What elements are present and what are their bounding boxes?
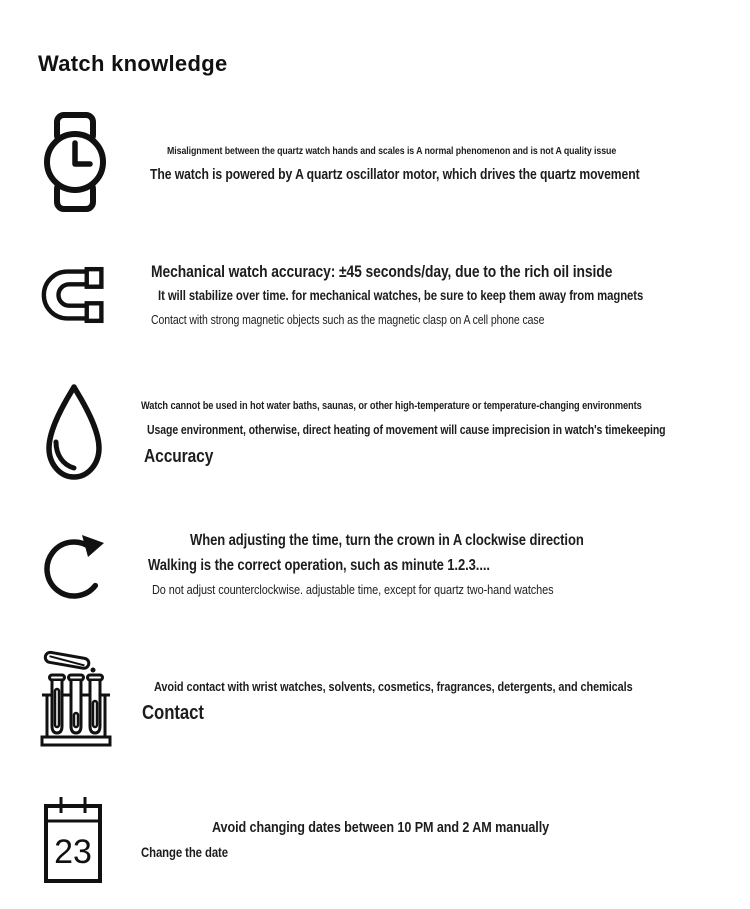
section-subheading: It will stabilize over time. for mechanical watches, be sure to keep them away from magnets	[158, 288, 644, 303]
section-heading: Accuracy	[144, 445, 214, 466]
section-heading: Avoid changing dates between 10 PM and 2 AM manually	[212, 819, 550, 836]
magnet-icon	[38, 266, 116, 324]
test-tubes-icon	[40, 645, 112, 747]
watch-icon	[42, 112, 108, 212]
calendar-icon	[42, 793, 104, 885]
section-subheading: Change the date	[141, 845, 228, 860]
section-temperature	[130, 400, 750, 467]
section-heading: When adjusting the time, turn the crown in A clockwise direction	[190, 532, 584, 549]
section-heading: The watch is powered by A quartz oscillator motor, which drives the quartz movement	[150, 167, 640, 183]
section-note: Contact with strong magnetic objects such as the magnetic clasp on A cell phone case	[151, 313, 545, 327]
calendar-day: 23	[54, 833, 92, 871]
section-heading: Mechanical watch accuracy: ±45 seconds/day, due to the rich oil inside	[151, 263, 613, 281]
section-date-change	[130, 819, 750, 861]
rotate-clockwise-icon	[44, 527, 110, 605]
section-note: Watch cannot be used in hot water baths, saunas, or other high-temperature or temperature-changing environments	[141, 400, 642, 412]
section-note: Misalignment between the quartz watch hands and scales is A normal phenomenon and is not A quality issue	[167, 145, 617, 157]
section-heading: Contact	[142, 702, 204, 724]
section-magnetism	[130, 262, 750, 328]
section-subheading: Avoid contact with wrist watches, solvents, cosmetics, fragrances, detergents, and chemicals	[154, 679, 633, 694]
section-quartz-movement	[130, 145, 750, 184]
section-chemicals	[130, 679, 750, 726]
section-subheading: Walking is the correct operation, such as minute 1.2.3....	[148, 557, 490, 574]
water-drop-icon	[42, 382, 106, 482]
section-subheading: Usage environment, otherwise, direct heating of movement will cause imprecision in watch's timekeeping	[147, 423, 666, 437]
page-title: Watch knowledge	[38, 50, 228, 76]
section-crown-adjustment	[130, 531, 750, 598]
section-note: Do not adjust counterclockwise. adjustable time, except for quartz two-hand watches	[152, 582, 554, 597]
